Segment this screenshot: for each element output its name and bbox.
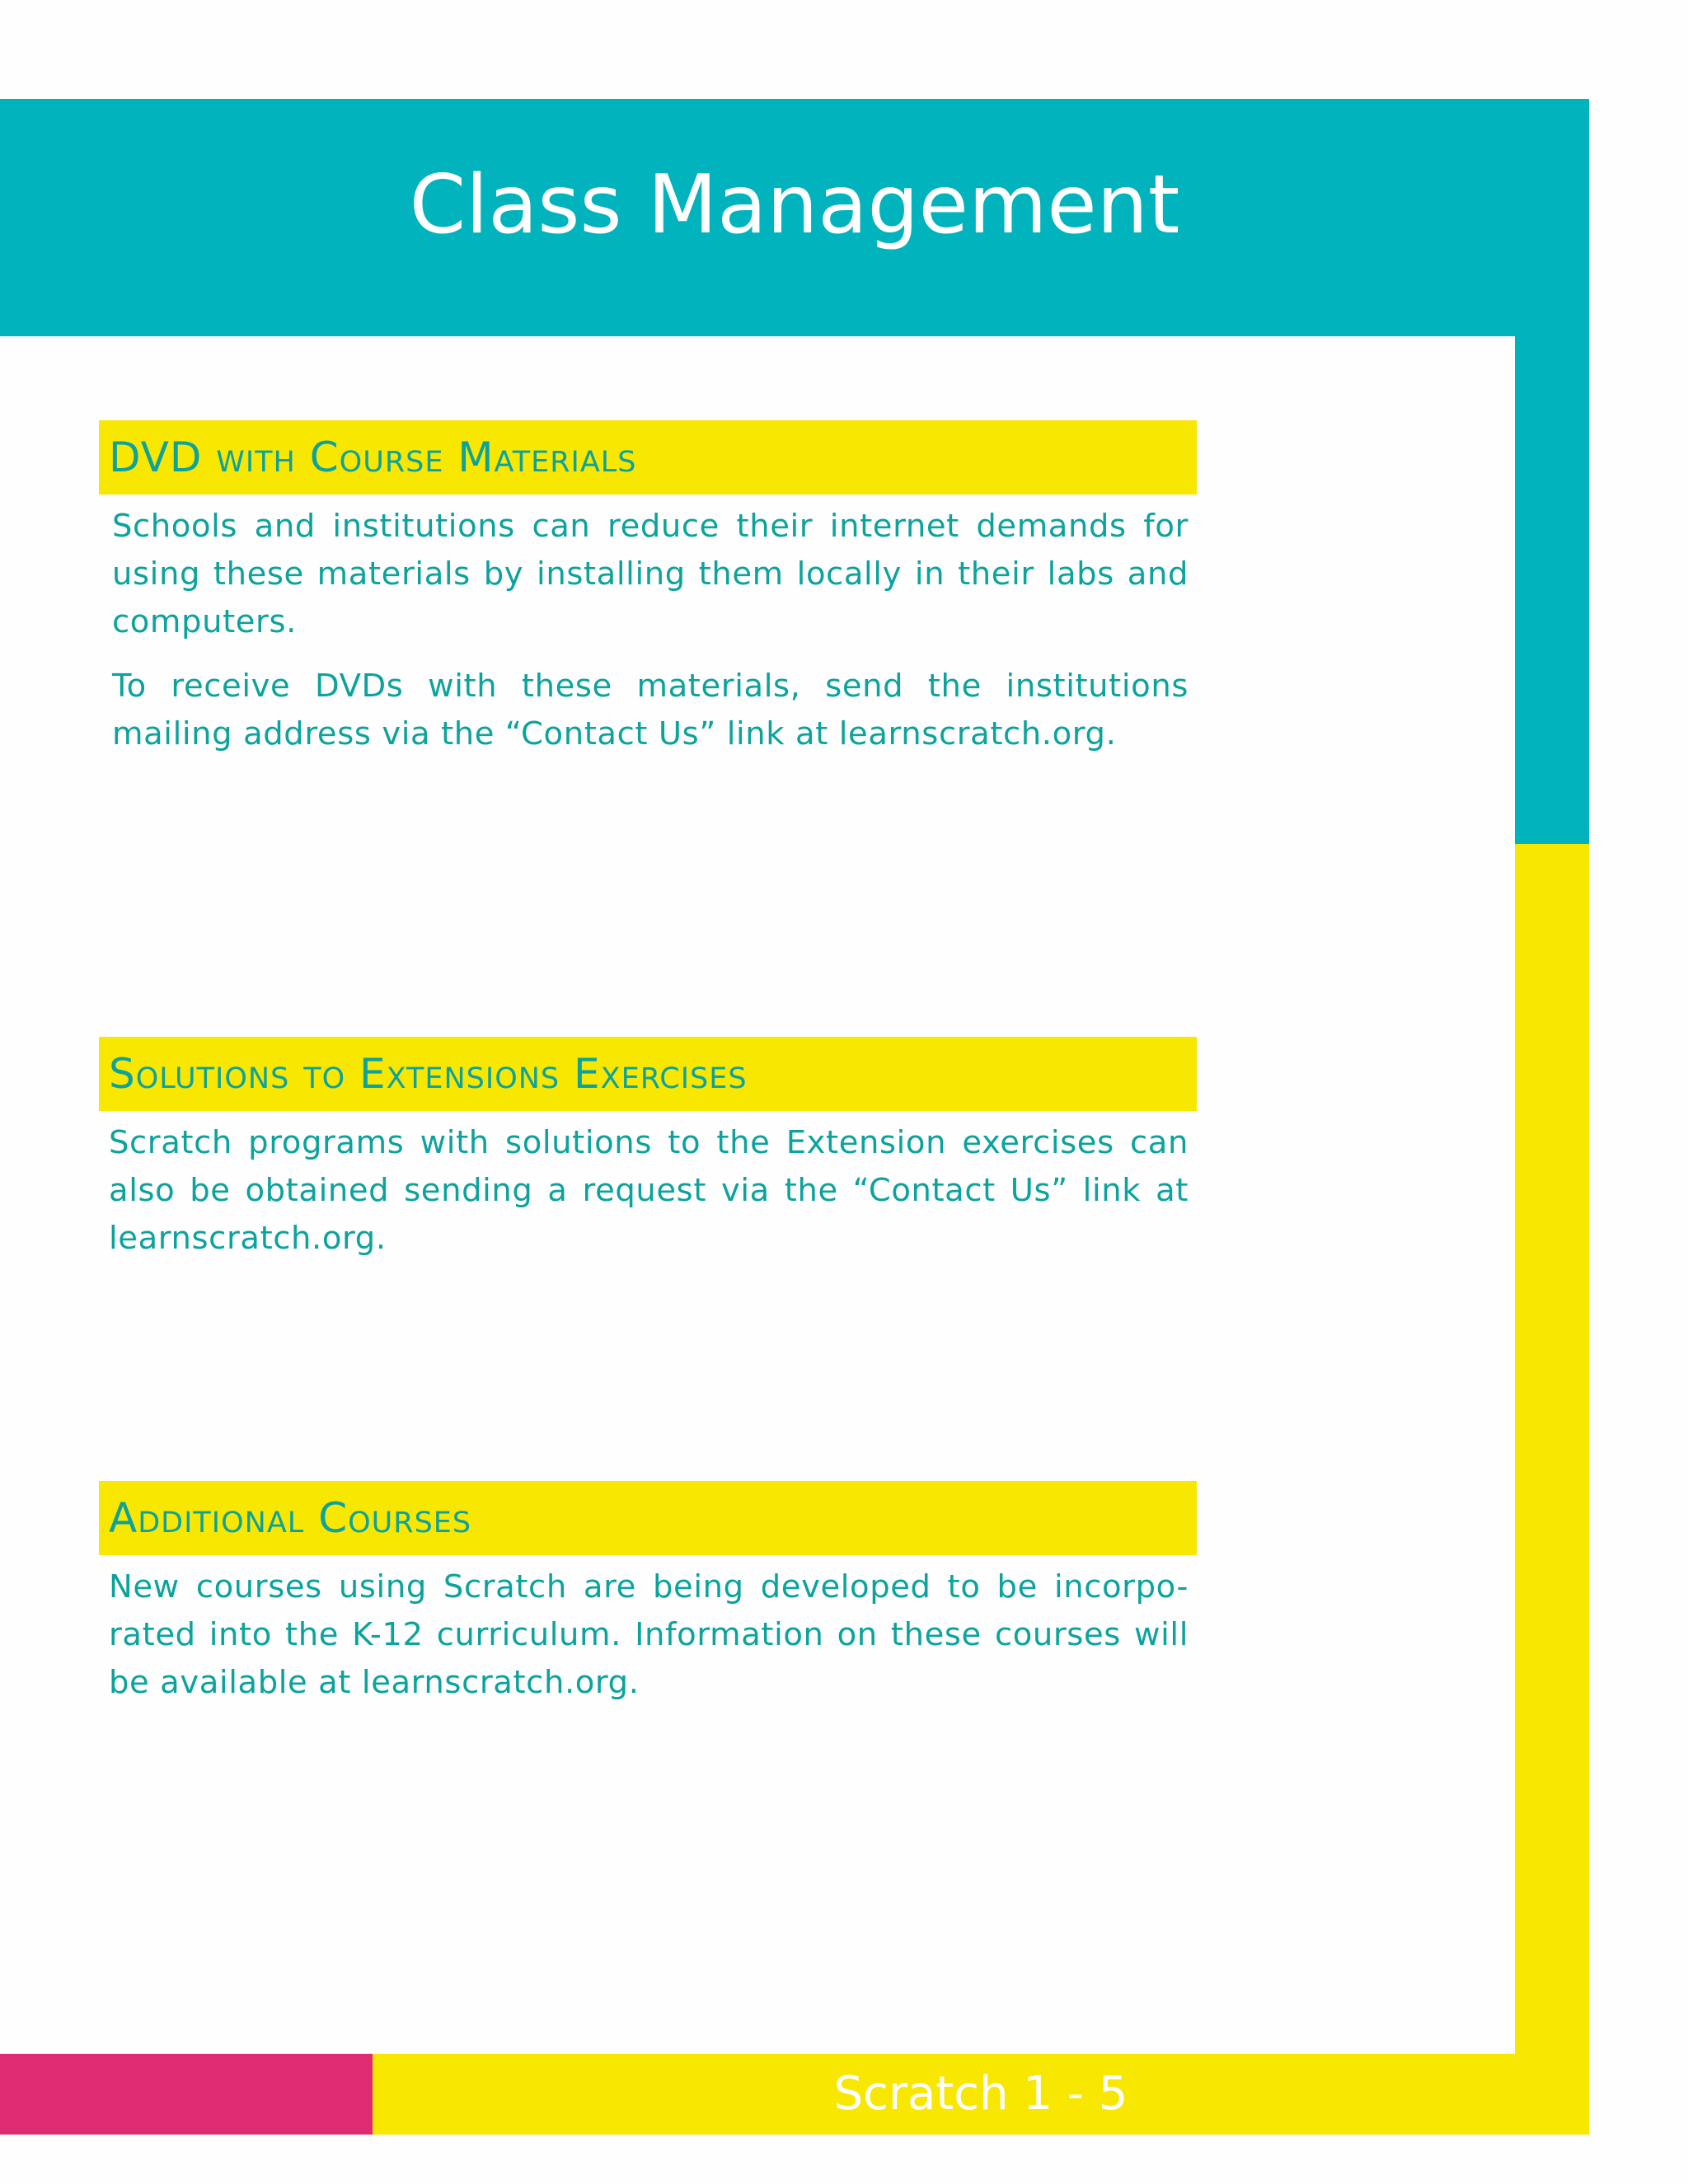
section-heading: DVD with Course Materials — [99, 420, 1197, 494]
section-body — [99, 503, 1197, 758]
section-body — [99, 1563, 1197, 1707]
section-solutions-extensions — [99, 1037, 1197, 1279]
footer-pink-block — [0, 2054, 373, 2135]
right-border-teal — [1515, 272, 1589, 845]
page-title: Class Management — [409, 158, 1180, 252]
section-heading: Solutions to Extensions Exercises — [99, 1037, 1197, 1111]
page-number: Scratch 1 - 5 — [833, 2067, 1128, 2121]
paragraph: Scratch programs with solutions to the Extension exercises can also be obtained sending a request via the “Contact Us” link at learnscratch.org. — [109, 1124, 1189, 1257]
section-additional-courses — [99, 1481, 1197, 1723]
section-dvd-course-materials — [99, 420, 1197, 775]
section-heading: Additional Courses — [99, 1481, 1197, 1555]
section-body — [99, 1119, 1197, 1263]
paragraph: New courses using Scratch are being developed to be incorpo-rated into the K-12 curriculum. Information on these courses will be available at learnscratch.org. — [109, 1568, 1189, 1701]
right-border-yellow — [1515, 844, 1589, 2135]
paragraph: Schools and institutions can reduce their internet demands for using these materials by installing them locally in their labs and computers. — [112, 508, 1189, 640]
paragraph: To receive DVDs with these materials, send the institutions mailing address via the “Contact Us” link at learnscratch.org. — [112, 668, 1189, 752]
